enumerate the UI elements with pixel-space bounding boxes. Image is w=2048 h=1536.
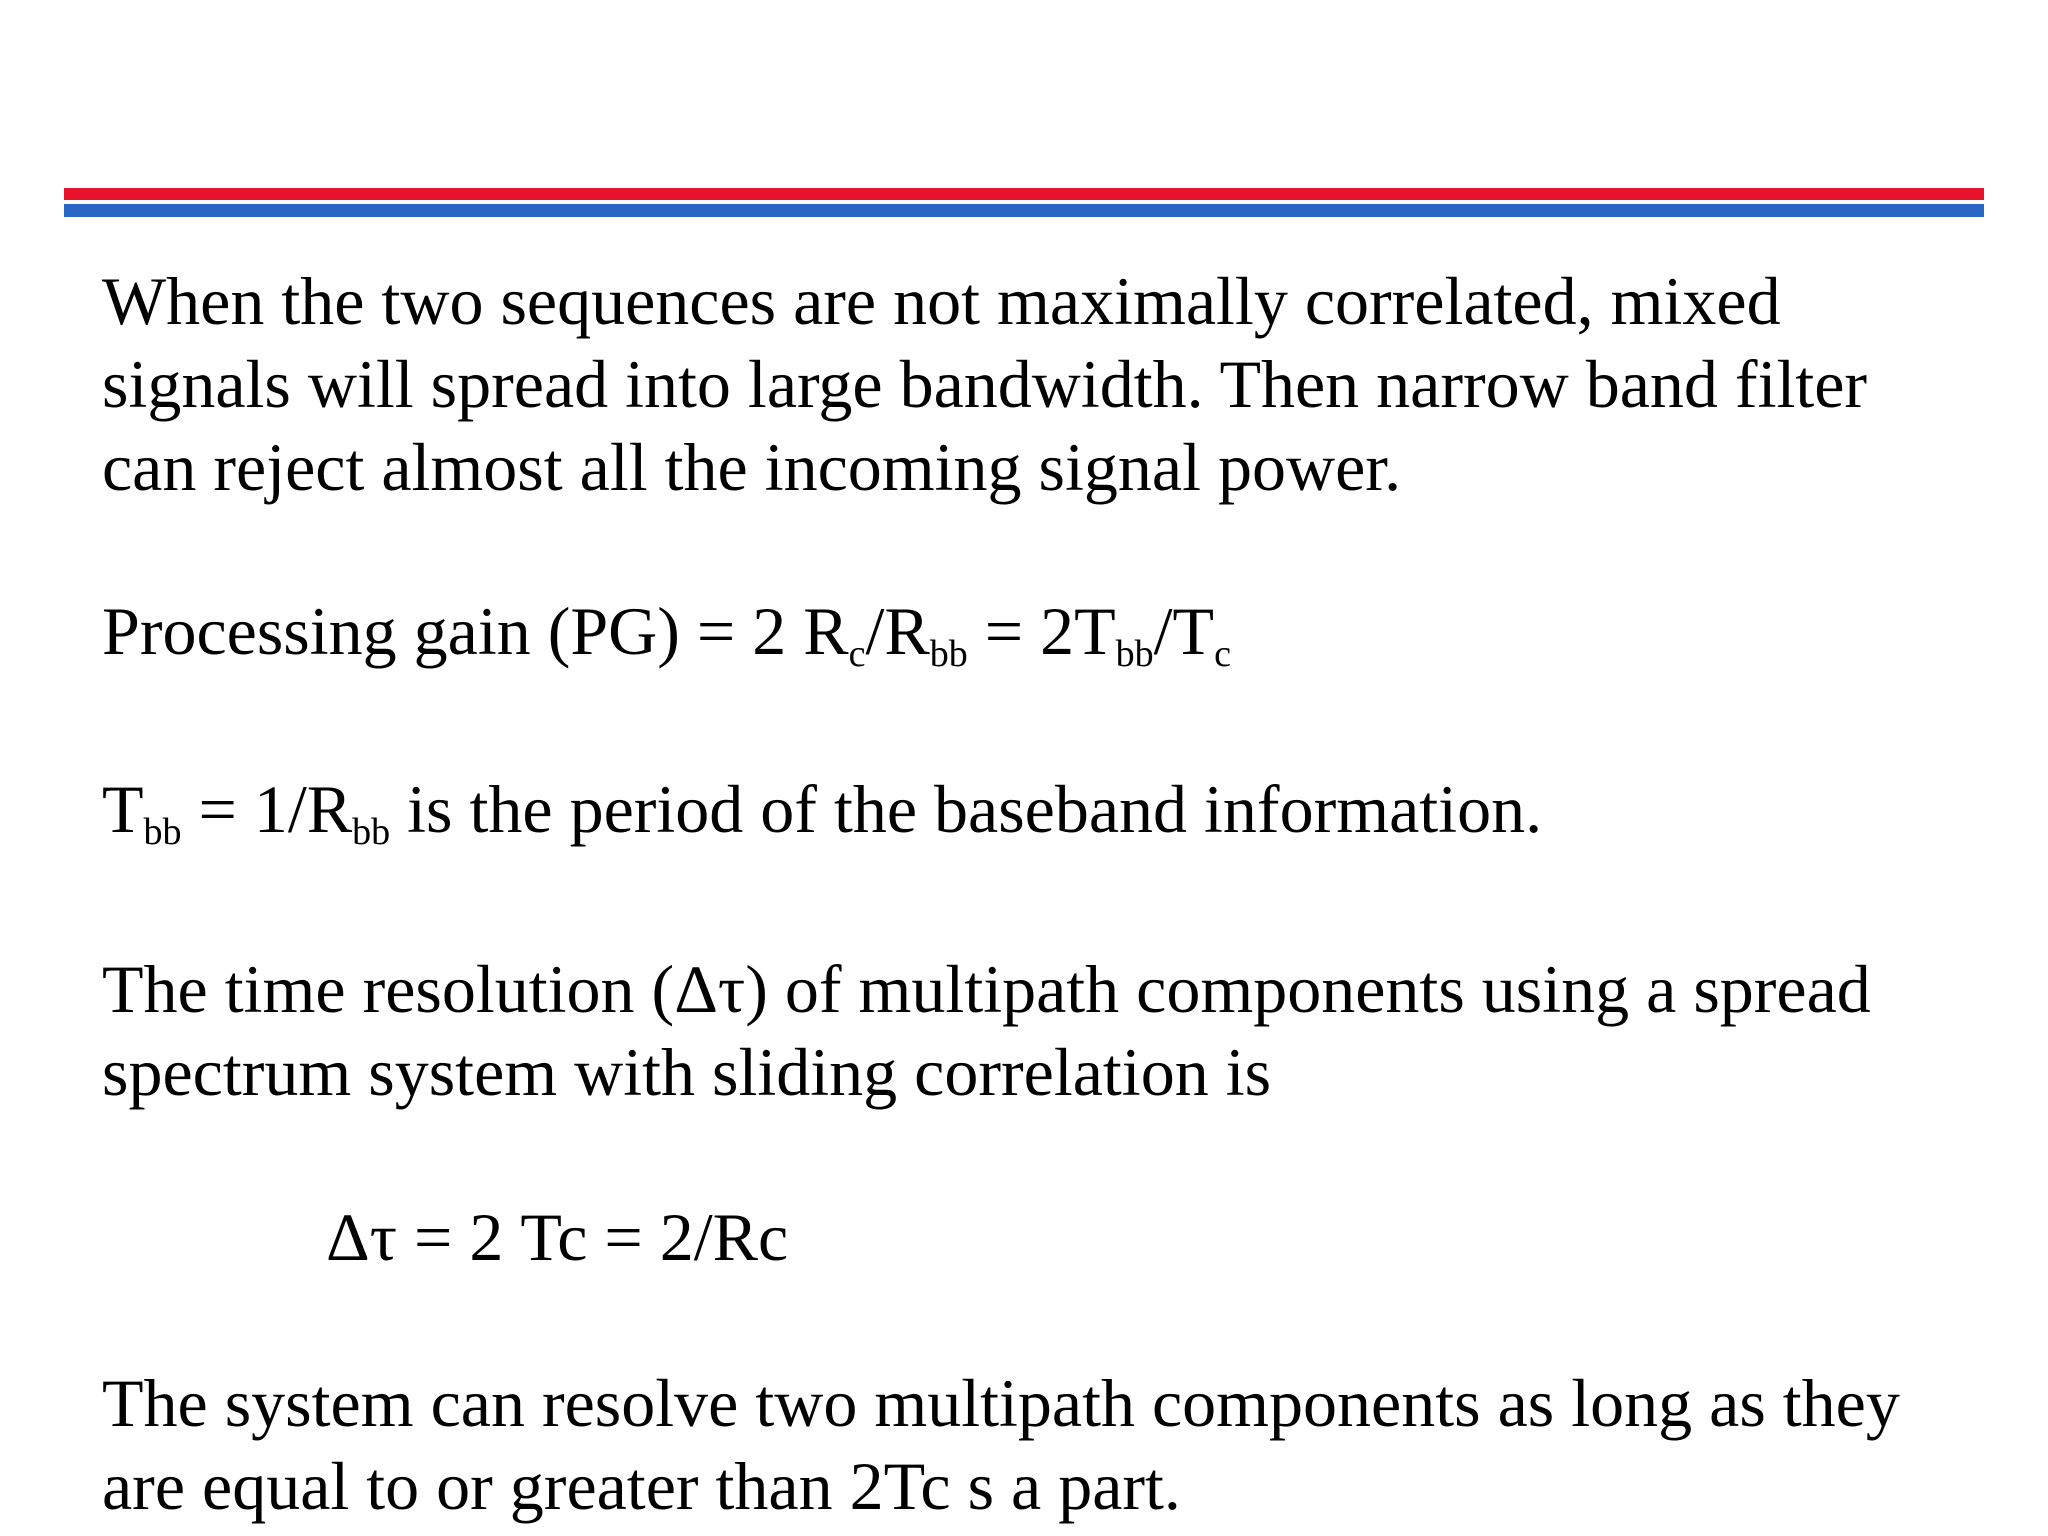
formula-subscript: c bbox=[848, 633, 866, 676]
paragraph-line: signals will spread into large bandwidth. Then narrow band filter bbox=[102, 346, 1868, 422]
header-rule-red bbox=[64, 188, 1984, 200]
baseband-period-formula bbox=[102, 768, 1543, 854]
formula-text: /R bbox=[865, 593, 930, 669]
time-resolution-formula: Δτ = 2 Tc = 2/Rc bbox=[326, 1199, 789, 1275]
paragraph-line: When the two sequences are not maximally correlated, mixed bbox=[102, 263, 1781, 339]
header-rule-blue bbox=[64, 204, 1984, 217]
formula-text: is the period of the baseband information. bbox=[390, 771, 1543, 847]
paragraph-time-resolution bbox=[102, 948, 1871, 1114]
formula-text: = 1/R bbox=[181, 771, 353, 847]
paragraph-correlation bbox=[102, 260, 1867, 509]
paragraph-line: spectrum system with sliding correlation is bbox=[102, 1034, 1272, 1110]
paragraph-line: are equal to or greater than 2Tc s a part. bbox=[102, 1448, 1181, 1524]
formula-text: = 2T bbox=[967, 593, 1116, 669]
paragraph-line: The system can resolve two multipath components as long as they bbox=[102, 1365, 1900, 1441]
formula-text: Processing gain (PG) = 2 R bbox=[102, 593, 849, 669]
formula-subscript: bb bbox=[352, 811, 391, 854]
formula-text: /T bbox=[1153, 593, 1215, 669]
processing-gain-formula bbox=[102, 590, 1231, 676]
formula-subscript: bb bbox=[143, 811, 182, 854]
formula-subscript: bb bbox=[929, 633, 968, 676]
paragraph-line: can reject almost all the incoming signal power. bbox=[102, 429, 1402, 505]
formula-text: T bbox=[102, 771, 144, 847]
paragraph-line: The time resolution (Δτ) of multipath components using a spread bbox=[102, 951, 1871, 1027]
formula-subscript: bb bbox=[1115, 633, 1154, 676]
paragraph-resolve-multipath bbox=[102, 1362, 1900, 1528]
formula-subscript: c bbox=[1214, 633, 1231, 676]
